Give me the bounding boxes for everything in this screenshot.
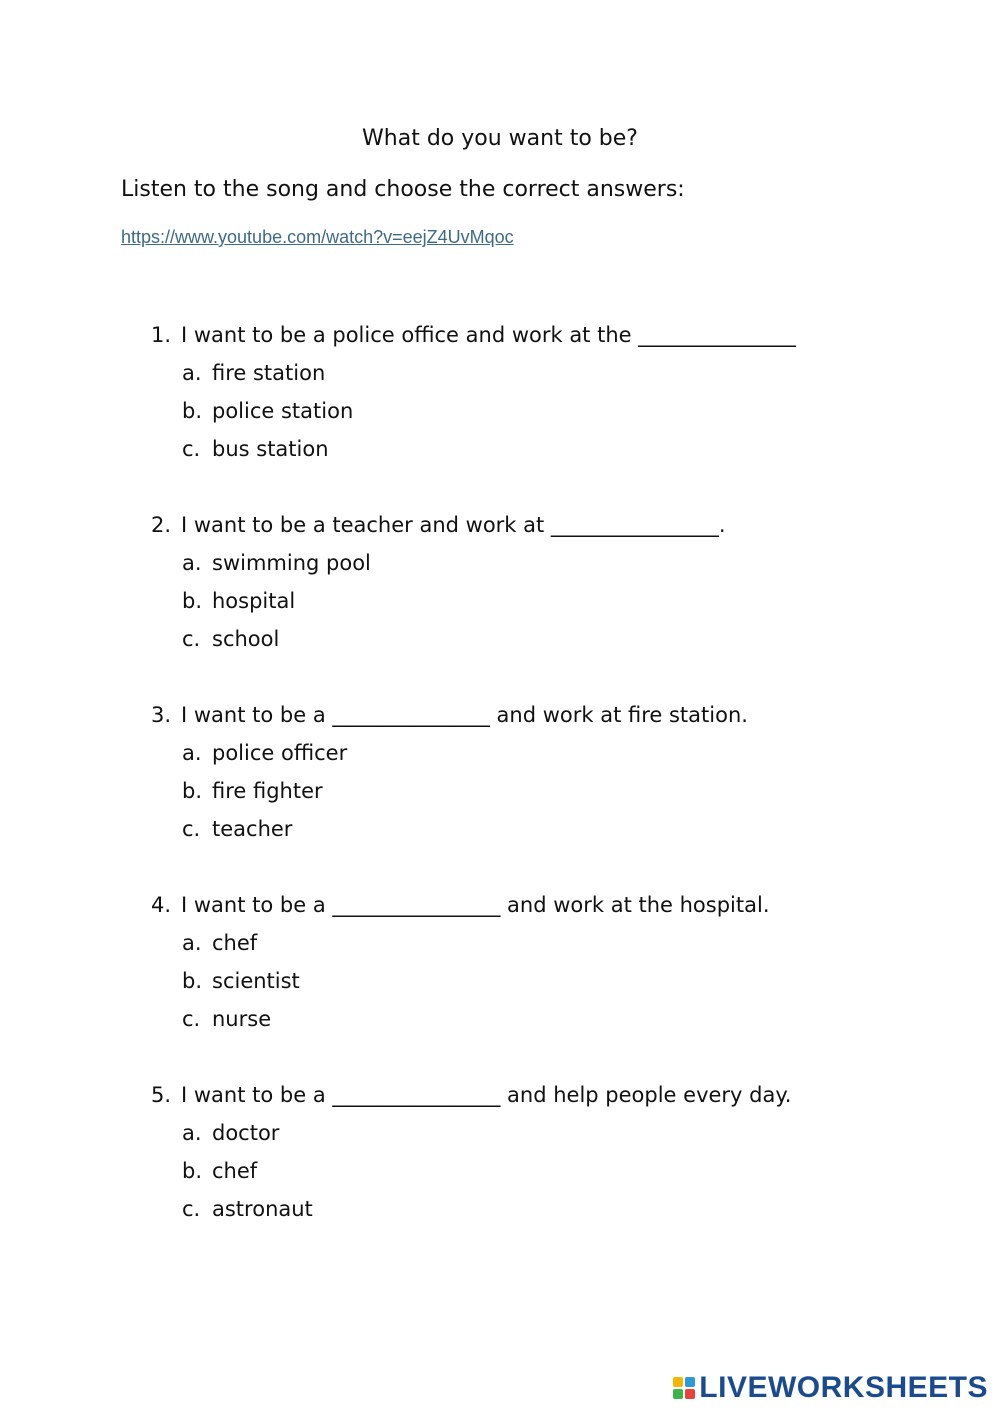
option-1a[interactable] <box>0 356 1000 394</box>
option-2a[interactable] <box>0 546 1000 584</box>
option-4b[interactable] <box>0 964 1000 1002</box>
question-number: 4. <box>151 893 172 917</box>
option-letter: b. <box>182 589 203 613</box>
liveworksheets-logo <box>673 1372 988 1404</box>
question-text: I want to be a police office and work at the _______________ <box>181 323 796 347</box>
option-5b[interactable] <box>0 1154 1000 1192</box>
option-text: police officer <box>212 741 348 765</box>
question-1 <box>0 318 1000 470</box>
option-5c[interactable] <box>0 1192 1000 1230</box>
youtube-link[interactable]: https://www.youtube.com/watch?v=eejZ4UvMqoc <box>121 227 514 247</box>
question-number: 3. <box>151 703 172 727</box>
logo-text: LIVEWORKSHEETS <box>699 1371 988 1404</box>
option-4a[interactable] <box>0 926 1000 964</box>
option-2b[interactable] <box>0 584 1000 622</box>
option-text: chef <box>212 931 258 955</box>
option-3b[interactable] <box>0 774 1000 812</box>
question-text: I want to be a teacher and work at ________________. <box>181 513 726 537</box>
question-4 <box>0 888 1000 1040</box>
question-number: 1. <box>151 323 172 347</box>
option-letter: a. <box>182 931 202 955</box>
option-3c[interactable] <box>0 812 1000 850</box>
option-letter: a. <box>182 551 202 575</box>
question-5 <box>0 1078 1000 1230</box>
option-text: hospital <box>212 589 296 613</box>
option-letter: a. <box>182 741 202 765</box>
logo-square-blue <box>685 1377 695 1387</box>
option-text: school <box>212 627 280 651</box>
question-3 <box>0 698 1000 850</box>
question-list <box>0 318 1000 1268</box>
option-text: bus station <box>212 437 329 461</box>
option-letter: a. <box>182 1121 202 1145</box>
logo-square-yellow <box>673 1377 683 1387</box>
question-text: I want to be a ________________ and help people every day. <box>181 1083 792 1107</box>
option-text: astronaut <box>212 1197 313 1221</box>
option-text: doctor <box>212 1121 280 1145</box>
option-letter: b. <box>182 399 203 423</box>
option-4c[interactable] <box>0 1002 1000 1040</box>
instructions: Listen to the song and choose the correct answers: <box>121 177 685 202</box>
option-letter: b. <box>182 1159 203 1183</box>
option-text: swimming pool <box>212 551 371 575</box>
question-text: I want to be a ________________ and work at the hospital. <box>181 893 770 917</box>
option-text: nurse <box>212 1007 272 1031</box>
logo-square-green <box>673 1389 683 1399</box>
option-2c[interactable] <box>0 622 1000 660</box>
logo-square-red <box>685 1389 695 1399</box>
option-letter: c. <box>182 817 201 841</box>
question-text: I want to be a _______________ and work at fire station. <box>181 703 748 727</box>
page-title: What do you want to be? <box>362 126 638 151</box>
option-text: teacher <box>212 817 293 841</box>
option-letter: c. <box>182 1007 201 1031</box>
option-letter: c. <box>182 437 201 461</box>
option-1c[interactable] <box>0 432 1000 470</box>
question-2 <box>0 508 1000 660</box>
option-text: fire station <box>212 361 326 385</box>
option-5a[interactable] <box>0 1116 1000 1154</box>
option-text: chef <box>212 1159 258 1183</box>
option-letter: a. <box>182 361 202 385</box>
option-letter: c. <box>182 1197 201 1221</box>
option-text: scientist <box>212 969 300 993</box>
option-letter: c. <box>182 627 201 651</box>
question-number: 5. <box>151 1083 172 1107</box>
option-3a[interactable] <box>0 736 1000 774</box>
option-letter: b. <box>182 779 203 803</box>
option-letter: b. <box>182 969 203 993</box>
option-text: police station <box>212 399 354 423</box>
option-1b[interactable] <box>0 394 1000 432</box>
option-text: fire fighter <box>212 779 323 803</box>
liveworksheets-logo-icon <box>673 1377 695 1399</box>
question-number: 2. <box>151 513 172 537</box>
